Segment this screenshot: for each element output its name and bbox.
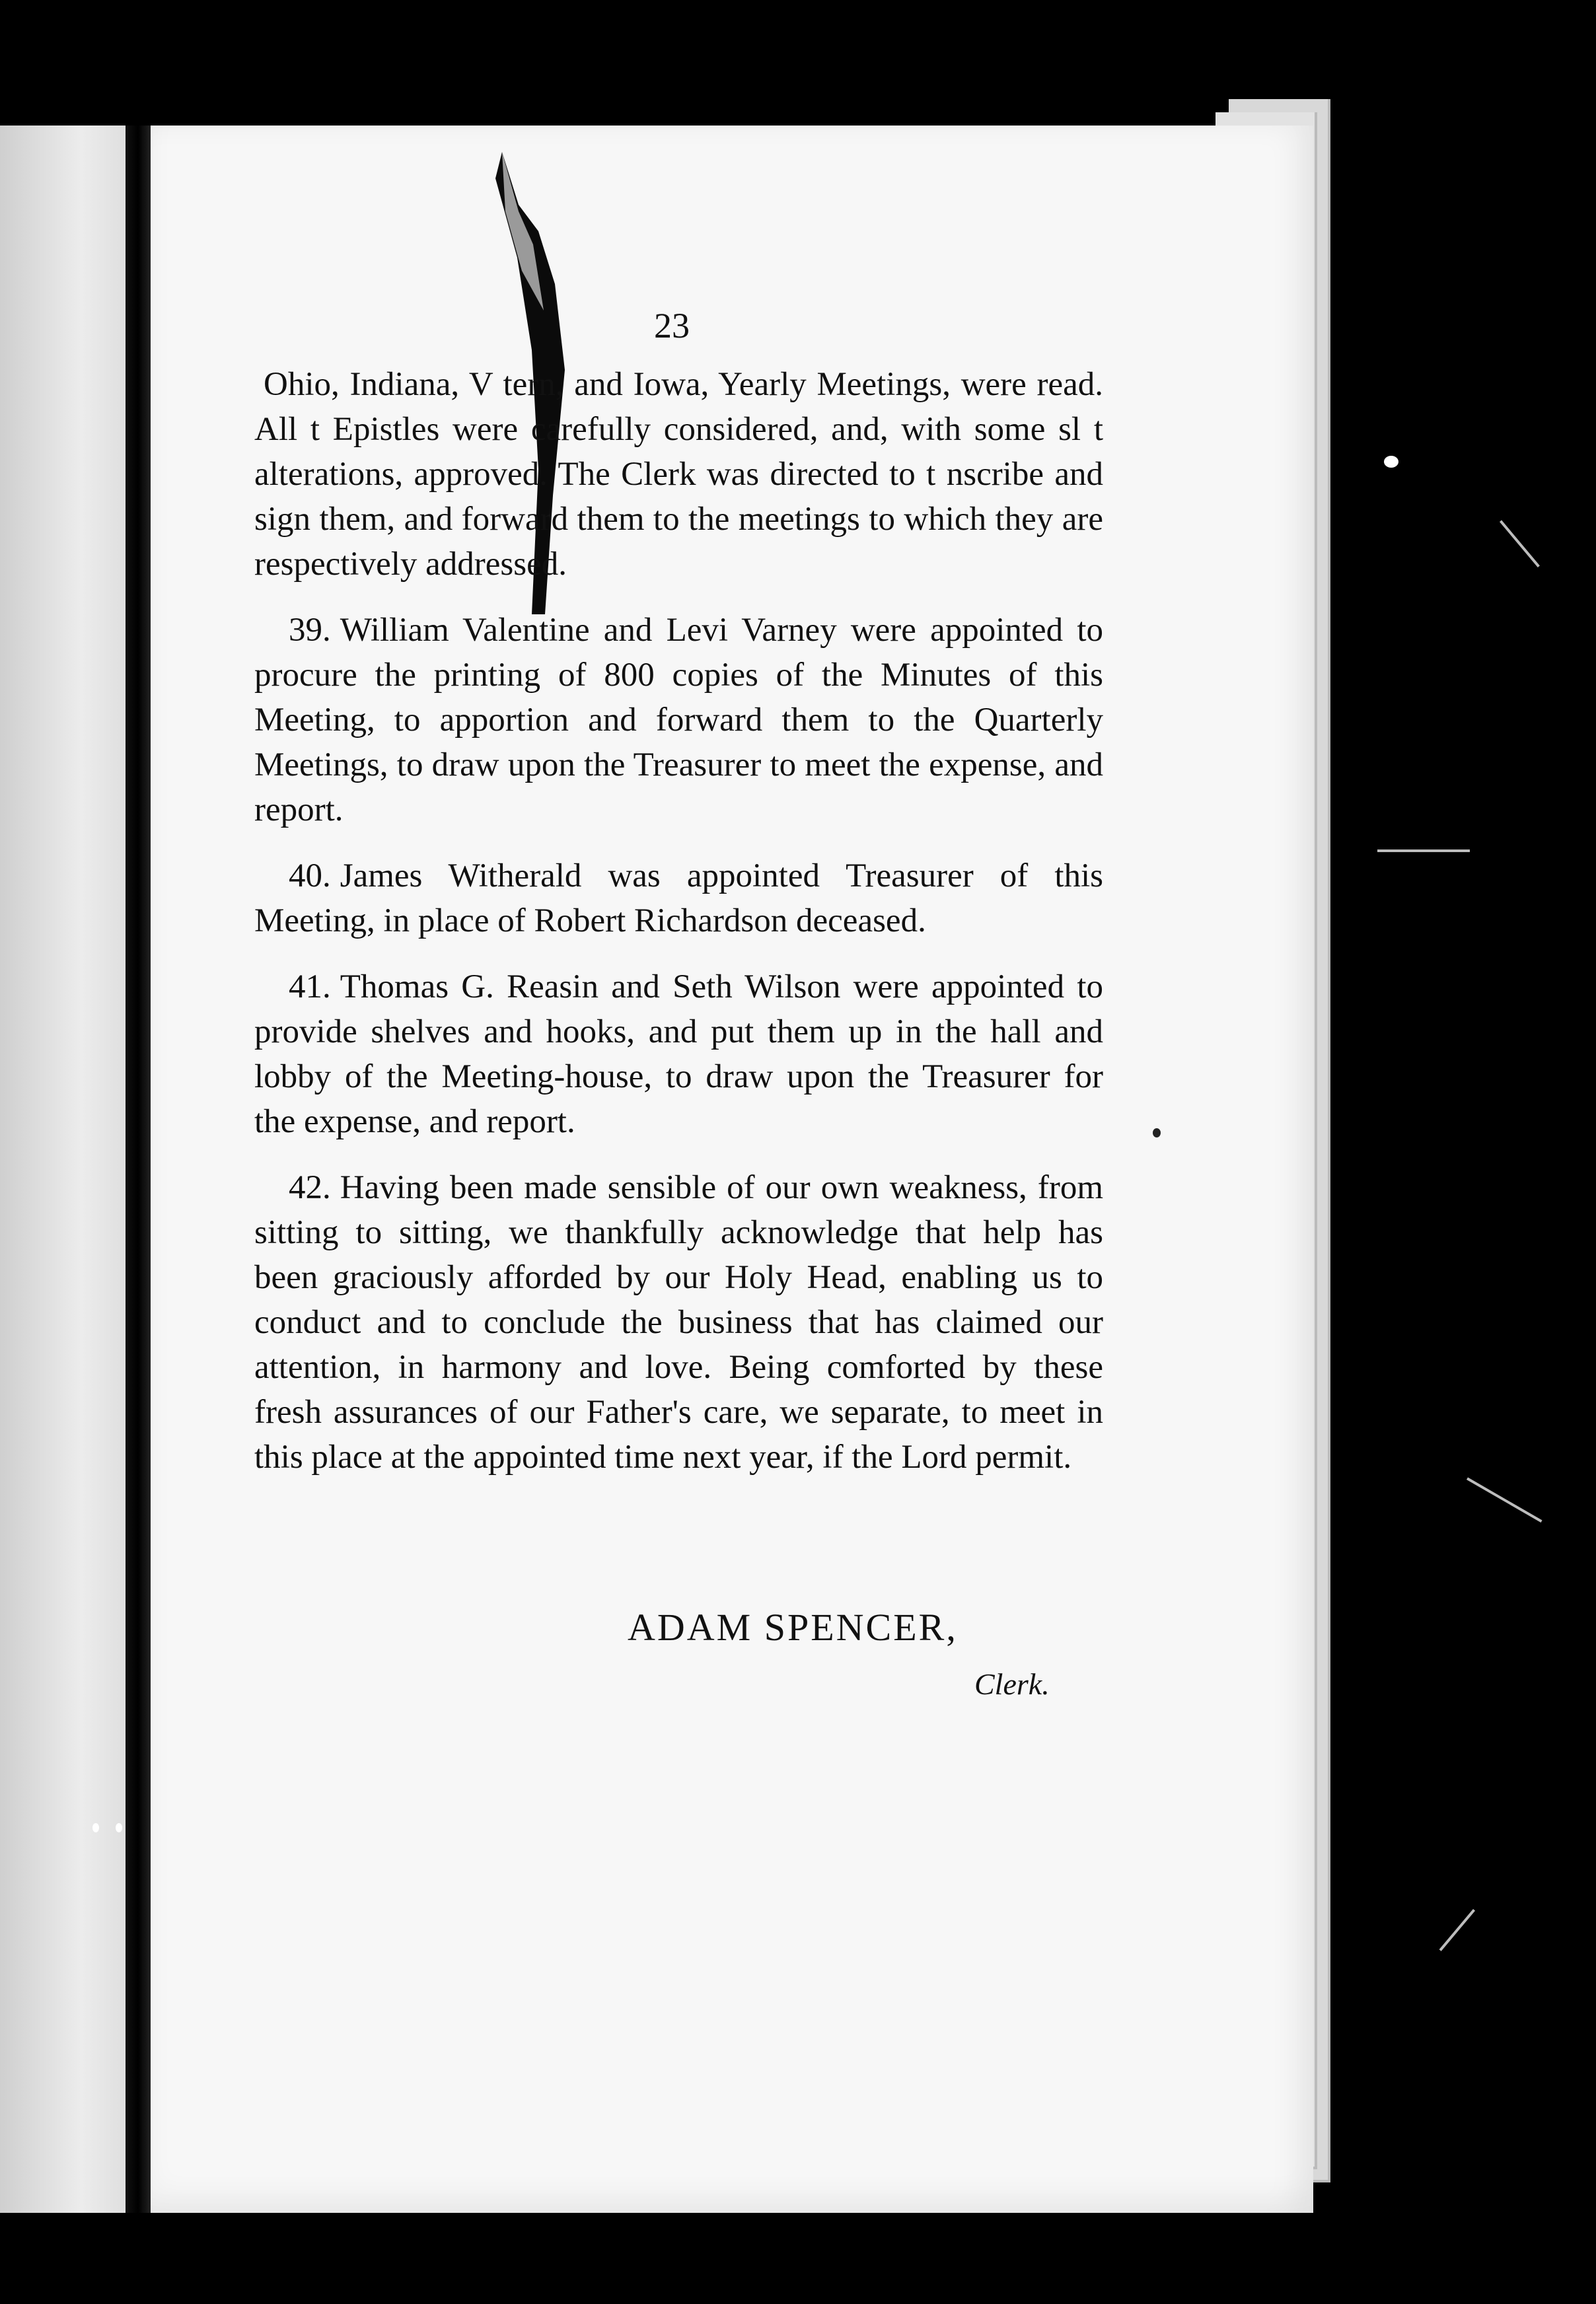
paragraph-text: James Witherald was appointed Treasurer of this Meeting, in place of Robert Richardson deceased. <box>254 857 1103 939</box>
paragraph-text: Thomas G. Reasin and Seth Wilson were appointed to provide shelves and hooks, and put them up in the hall and lobby of the Meeting-house, to draw upon the Treasurer for the expense, and report. <box>254 968 1103 1140</box>
paragraph-number: 39. <box>289 612 331 649</box>
page-number: 23 <box>654 306 690 345</box>
paragraph-number: 40. <box>289 857 331 894</box>
scan-scratch <box>1377 849 1470 852</box>
scan-scratch <box>1500 520 1540 567</box>
scan-speck <box>116 1823 122 1832</box>
paragraph-number: 42. <box>289 1169 331 1206</box>
scan-scratch <box>1439 1909 1475 1951</box>
paragraph-39 <box>254 608 1103 832</box>
clerk-signature-title: Clerk. <box>974 1667 1050 1701</box>
paragraph-text: William Valentine and Levi Varney were appointed to procure the printing of 800 copies of the Minutes of this Meeting, to apportion and forward them to the Quarterly Meetings, to draw upon the Treasurer to meet the expense, and report. <box>254 612 1103 828</box>
book-gutter <box>126 126 151 2213</box>
paragraph-40 <box>254 853 1103 943</box>
facing-page-edge <box>0 126 135 2213</box>
paragraph-epistles <box>254 362 1103 587</box>
scan-speck <box>92 1823 99 1832</box>
minutes-text <box>254 362 1103 1501</box>
paragraph-42 <box>254 1165 1103 1480</box>
paragraph-text: Ohio, Indiana, V tern, and Iowa, Yearly Meetings, were read. All t Epistles were carefully considered, and, with some sl t alterations, approved. The Clerk was directed to t nscribe and sign them, and forward them to the meetings to which they are respectively addressed. <box>254 366 1103 583</box>
clerk-signature-name: ADAM SPENCER, <box>628 1606 958 1649</box>
scan-scratch <box>1467 1478 1542 1523</box>
paragraph-text: Having been made sensible of our own weakness, from sitting to sitting, we thankfully acknowledge that help has been graciously afforded by our Holy Head, enabling us to conduct and to conclude the business that has claimed our attention, in harmony and love. Being comforted by these fresh assurances of our Father's care, we separate, to meet in this place at the appointed time next year, if the Lord permit. <box>254 1169 1103 1476</box>
paragraph-number: 41. <box>289 968 331 1005</box>
scan-speck <box>1384 456 1398 468</box>
scan-speck <box>1153 1128 1161 1137</box>
paragraph-41 <box>254 964 1103 1144</box>
